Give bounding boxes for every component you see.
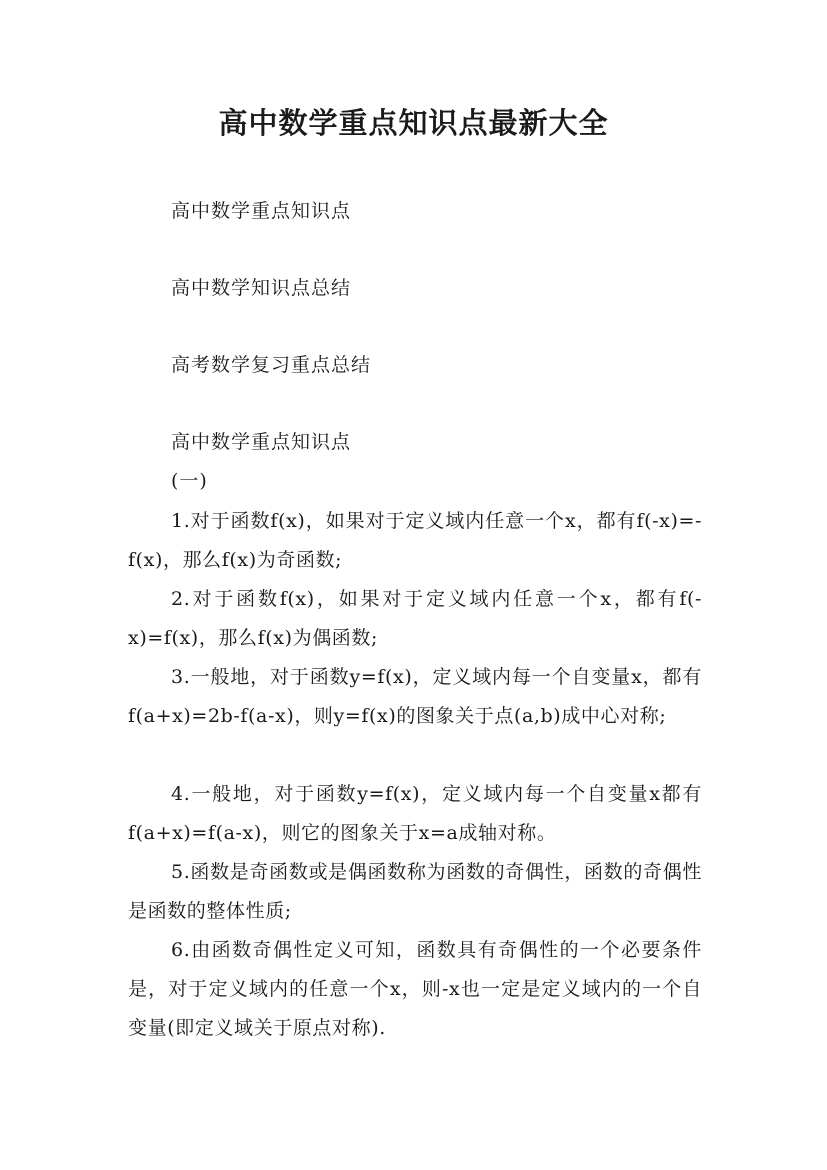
paragraph: 3.一般地，对于函数y=f(x)，定义域内每一个自变量x，都有f(a+x)=2b-f(a-x)，则y=f(x)的图象关于点(a,b)成中心对称; xyxy=(128,666,702,727)
paragraph: 6.由函数奇偶性定义可知，函数具有奇偶性的一个必要条件是，对于定义域内的任意一个x，则-x也一定是定义域内的一个自变量(即定义域关于原点对称). xyxy=(128,939,702,1039)
paragraph: 4.一般地，对于函数y=f(x)，定义域内每一个自变量x都有f(a+x)=f(a-x)，则它的图象关于x=a成轴对称。 xyxy=(128,783,702,844)
paragraph: 1.对于函数f(x)，如果对于定义域内任意一个x，都有f(-x)=-f(x)，那么f(x)为奇函数; xyxy=(128,510,702,571)
toc-item: 高中数学知识点总结 xyxy=(171,277,352,299)
document-title: 高中数学重点知识点最新大全 xyxy=(218,106,609,140)
section-number: (一) xyxy=(171,470,208,492)
paragraph: 5.函数是奇函数或是偶函数称为函数的奇偶性，函数的奇偶性是函数的整体性质; xyxy=(128,861,702,922)
toc-item: 高考数学复习重点总结 xyxy=(171,354,372,376)
section-heading: 高中数学重点知识点 xyxy=(171,431,352,453)
paragraph: 2.对于函数f(x)，如果对于定义域内任意一个x，都有f(-x)=f(x)，那么f(x)为偶函数; xyxy=(128,588,702,649)
toc-item: 高中数学重点知识点 xyxy=(171,200,352,222)
